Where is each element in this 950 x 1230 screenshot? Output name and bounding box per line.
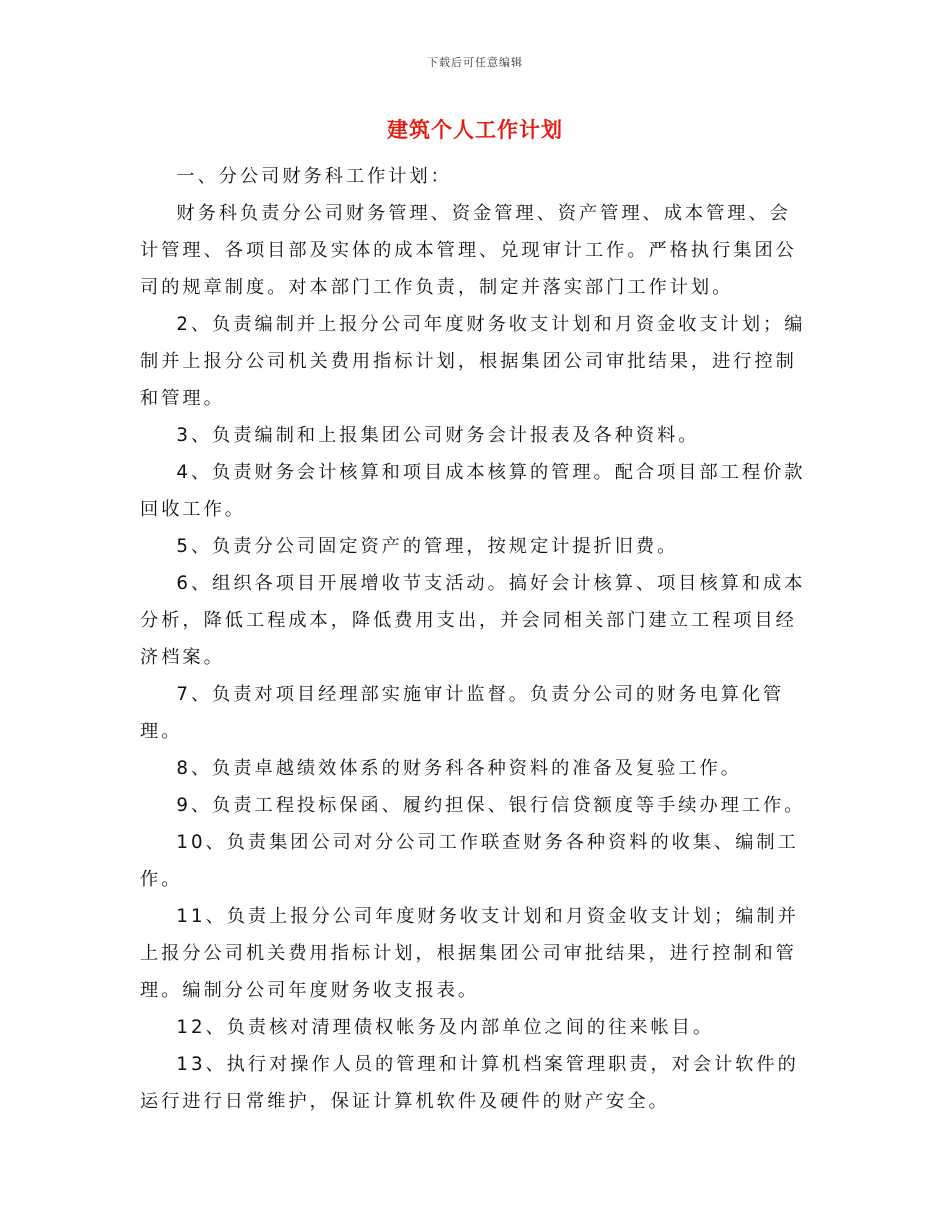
list-item: 6、组织各项目开展增收节支活动。搞好会计核算、项目核算和成本分析，降低工程成本，降低费用支出，并会同相关部门建立工程项目经济档案。 [140,573,806,668]
list-item: 8、负责卓越绩效体系的财务科各种资料的准备及复验工作。 [176,758,742,779]
list-item: 7、负责对项目经理部实施审计监督。负责分公司的财务电算化管理。 [140,684,785,742]
list-item: 3、负责编制和上报集团公司财务会计报表及各种资料。 [176,425,700,446]
document-body [140,158,812,1120]
section-heading: 一、分公司财务科工作计划： [176,166,452,187]
header-note: 下载后可任意编辑 [427,56,523,69]
list-item: 9、负责工程投标保函、履约担保、银行信贷额度等手续办理工作。 [176,795,806,816]
list-item: 2、负责编制并上报分公司年度财务收支计划和月资金收支计划；编制并上报分公司机关费用指标计划，根据集团公司审批结果，进行控制和管理。 [140,314,806,409]
list-item: 4、负责财务会计核算和项目成本核算的管理。配合项目部工程价款回收工作。 [140,462,806,520]
body-paragraph: 财务科负责分公司财务管理、资金管理、资产管理、成本管理、会计管理、各项目部及实体的成本管理、兑现审计工作。严格执行集团公司的规章制度。对本部门工作负责，制定并落实部门工作计划。 [140,203,797,298]
document-title: 建筑个人工作计划 [387,118,563,142]
list-item: 13、执行对操作人员的管理和计算机档案管理职责，对会计软件的运行进行日常维护，保证计算机软件及硬件的财产安全。 [140,1054,799,1112]
list-item: 10、负责集团公司对分公司工作联查财务各种资料的收集、编制工作。 [140,832,799,890]
list-item: 11、负责上报分公司年度财务收支计划和月资金收支计划；编制并上报分公司机关费用指标计划，根据集团公司审批结果，进行控制和管理。编制分公司年度财务收支报表。 [140,906,799,1001]
list-item: 5、负责分公司固定资产的管理，按规定计提折旧费。 [176,536,679,557]
list-item: 12、负责核对清理债权帐务及内部单位之间的往来帐目。 [176,1017,715,1038]
